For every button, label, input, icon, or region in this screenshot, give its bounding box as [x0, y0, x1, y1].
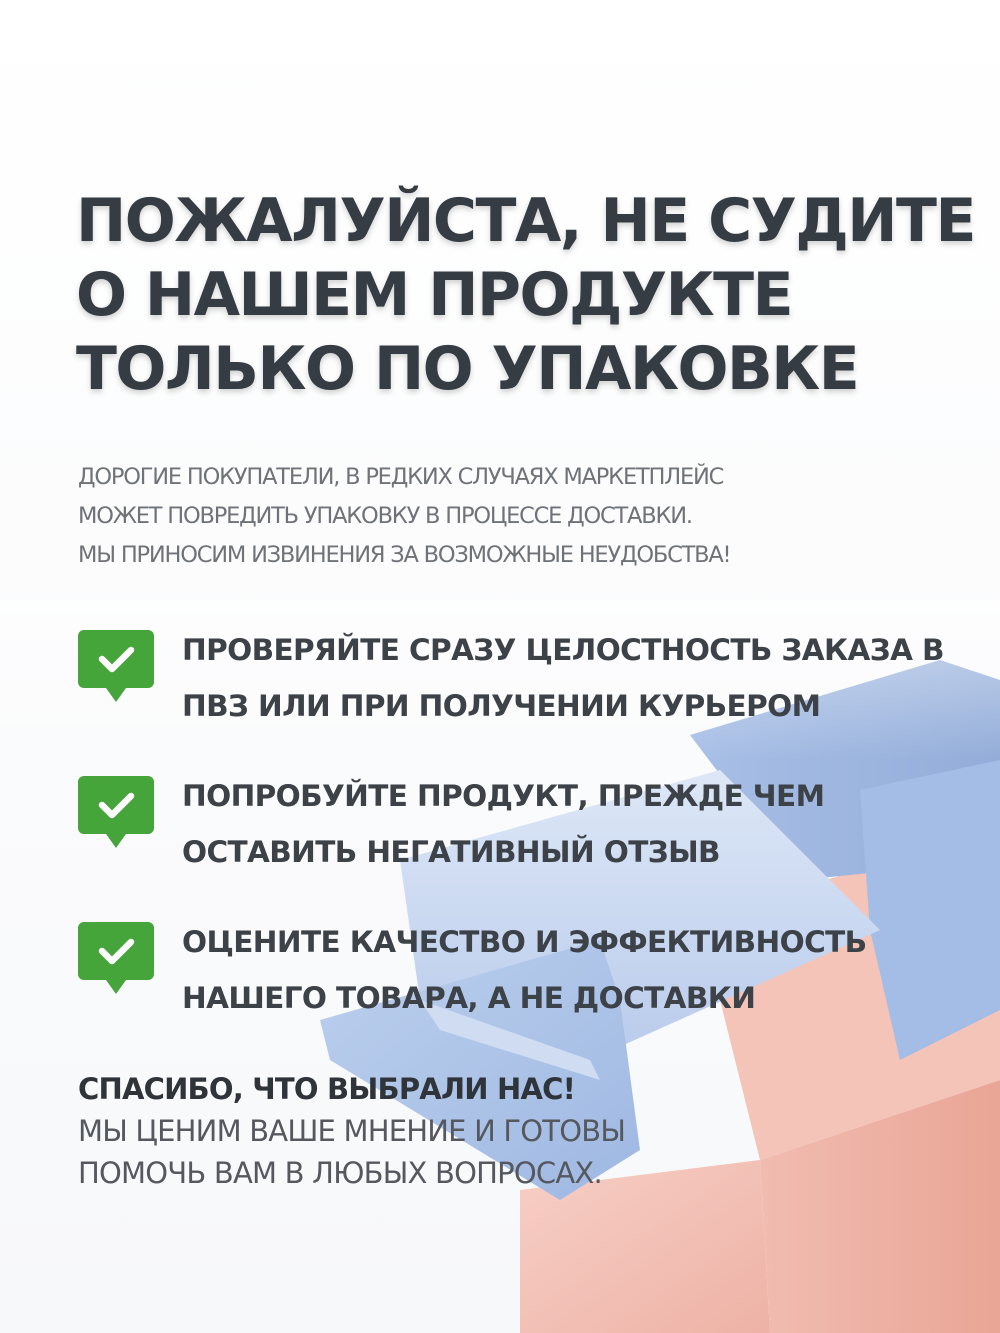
benefit-line-2: НАШЕГО ТОВАРА, А НЕ ДОСТАВКИ — [182, 981, 756, 1015]
benefit-line-1: ПРОВЕРЯЙТЕ СРАЗУ ЦЕЛОСТНОСТЬ ЗАКАЗА В — [182, 633, 944, 667]
benefit-text — [182, 768, 824, 880]
page-title — [76, 184, 975, 406]
checkmark-chat-icon — [78, 630, 154, 706]
benefit-line-2: ОСТАВИТЬ НЕГАТИВНЫЙ ОТЗЫВ — [182, 835, 720, 869]
benefit-line-2: ПВЗ ИЛИ ПРИ ПОЛУЧЕНИИ КУРЬЕРОМ — [182, 689, 821, 723]
page-title-line-2: О НАШЕМ ПРОДУКТЕ — [76, 260, 793, 330]
checkmark-chat-icon — [78, 922, 154, 998]
intro-line-1: ДОРОГИЕ ПОКУПАТЕЛИ, В РЕДКИХ СЛУЧАЯХ МАРКЕТПЛЕЙС — [78, 464, 724, 490]
thanks-heading: СПАСИБО, ЧТО ВЫБРАЛИ НАС! — [78, 1072, 576, 1106]
page-title-line-3: ТОЛЬКО ПО УПАКОВКЕ — [76, 334, 859, 404]
benefit-item-check-integrity — [78, 622, 998, 732]
benefit-text — [182, 914, 867, 1026]
benefit-item-evaluate-quality — [78, 914, 998, 1024]
thanks-line-2: МЫ ЦЕНИМ ВАШЕ МНЕНИЕ И ГОТОВЫ — [78, 1114, 626, 1148]
thanks-line-3: ПОМОЧЬ ВАМ В ЛЮБЫХ ВОПРОСАХ. — [78, 1156, 602, 1190]
benefit-text — [182, 622, 944, 734]
intro-line-2: МОЖЕТ ПОВРЕДИТЬ УПАКОВКУ В ПРОЦЕССЕ ДОСТАВКИ. — [78, 503, 692, 529]
benefit-item-try-product — [78, 768, 998, 878]
benefit-line-1: ОЦЕНИТЕ КАЧЕСТВО И ЭФФЕКТИВНОСТЬ — [182, 925, 867, 959]
intro-text — [78, 458, 730, 575]
checkmark-chat-icon — [78, 776, 154, 852]
thanks-message — [78, 1068, 625, 1194]
benefit-line-1: ПОПРОБУЙТЕ ПРОДУКТ, ПРЕЖДЕ ЧЕМ — [182, 779, 825, 813]
page-title-line-1: ПОЖАЛУЙСТА, НЕ СУДИТЕ — [76, 186, 975, 256]
intro-line-3: МЫ ПРИНОСИМ ИЗВИНЕНИЯ ЗА ВОЗМОЖНЫЕ НЕУДОБСТВА! — [78, 542, 731, 568]
